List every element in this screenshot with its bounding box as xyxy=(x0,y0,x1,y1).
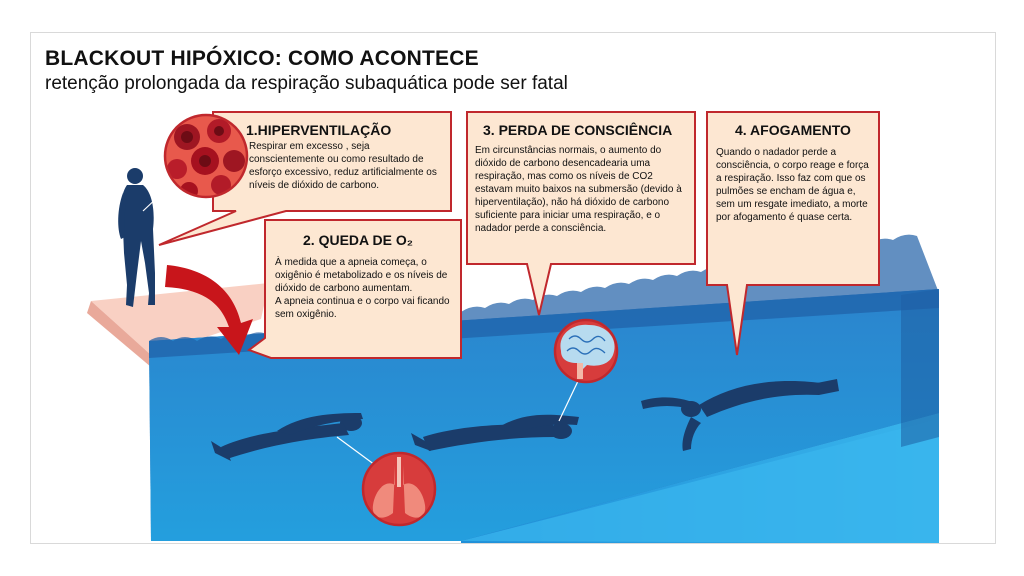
pool-scene xyxy=(31,33,995,543)
step-3-text: Em circunstâncias normais, o aumento do dióxido de carbono desencadearia uma respiração, mas como os níveis de CO2 estavam muito baixos na submersão (devido à hiperventilação), não há dióxido de carbono suficiente para iniciar uma respiração, e o nadador perde a consciência. xyxy=(475,145,682,234)
step-1-text: Respirar em excesso , seja conscientemente ou como resultado de esforço excessivo, reduz artificialmente os níveis de dióxido de carbono. xyxy=(249,141,437,191)
infographic-title: BLACKOUT HIPÓXICO: COMO ACONTECE xyxy=(45,47,479,70)
standing-swimmer-icon xyxy=(118,168,155,307)
step-4-text: Quando o nadador perde a consciência, o corpo reage e força a respiração. Isso faz com que os pulmões se encham de água e, sem um resgate imediato, a morte por afogamento é quase certa. xyxy=(716,147,869,223)
step-4-label: 4. AFOGAMENTO xyxy=(735,122,851,138)
step-2-text: À medida que a apneia começa, o oxigênio é metabolizado e os níveis de dióxido de carbono aumentam. A apneia continua e o corpo vai ficando sem oxigênio. xyxy=(275,257,450,320)
infographic-frame xyxy=(30,32,996,544)
step-2-label: 2. QUEDA DE O₂ xyxy=(303,232,413,248)
step-3-label: 3. PERDA DE CONSCIÊNCIA xyxy=(483,122,673,138)
step-1-label: 1.HIPERVENTILAÇÃO xyxy=(246,122,392,138)
infographic-subtitle: retenção prolongada da respiração subaquática pode ser fatal xyxy=(45,73,568,94)
